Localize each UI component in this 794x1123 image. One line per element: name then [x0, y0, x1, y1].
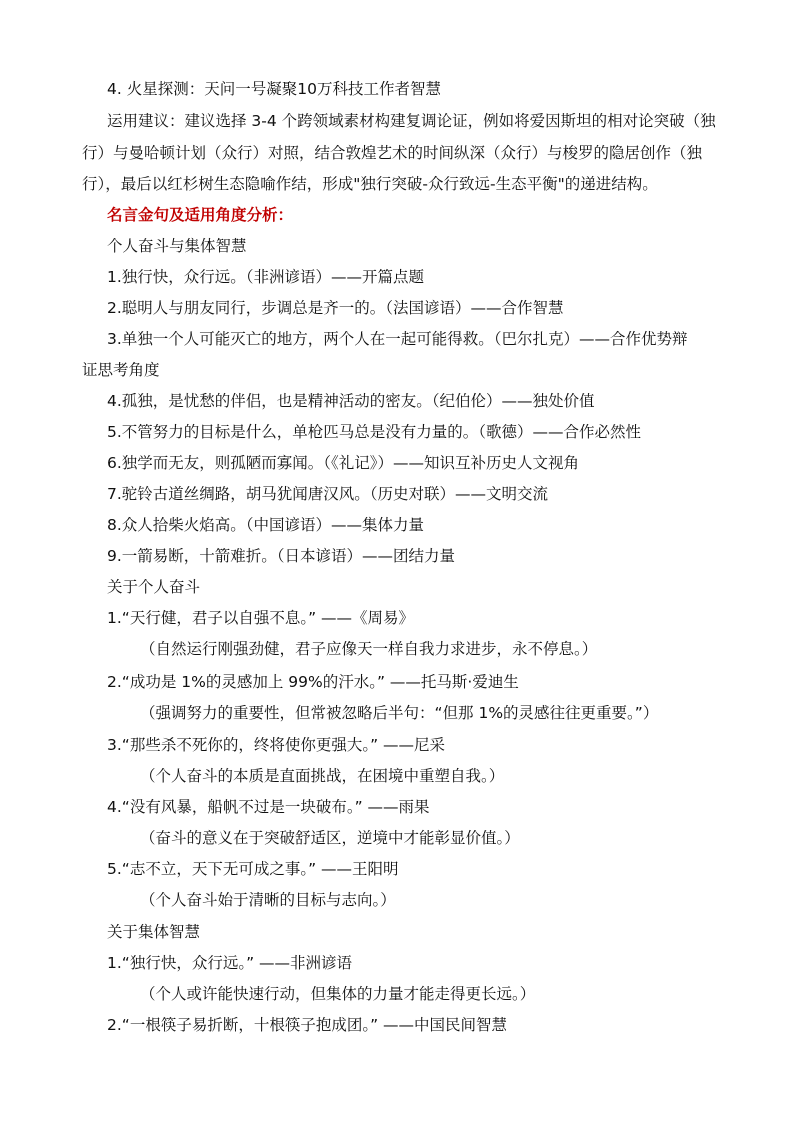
quote-note: （强调努力的重要性，但常被忽略后半句：“但那 1%的灵感往往更重要。”） — [140, 704, 659, 722]
list-item: 9.一箭易断，十箭难折。（日本谚语）——团结力量 — [107, 547, 456, 565]
quote-line: 3.“那些杀不死你的，终将使你更强大。” ——尼采 — [107, 736, 446, 754]
quote-note: （奋斗的意义在于突破舒适区，逆境中才能彰显价值。） — [140, 829, 520, 847]
quote-note: （自然运行刚强劲健，君子应像天一样自我力求进步，永不停息。） — [140, 640, 598, 658]
advice-line-2: 行）与曼哈顿计划（众行）对照，结合敦煌艺术的时间纵深（众行）与梭罗的隐居创作（独 — [82, 144, 703, 162]
group2-title: 关于个人奋斗 — [107, 578, 201, 596]
list-item: 6.独学而无友，则孤陋而寡闻。（《礼记》）——知识互补历史人文视角 — [107, 454, 580, 472]
list-item: 2.聪明人与朋友同行，步调总是齐一的。（法国谚语）——合作智慧 — [107, 299, 564, 317]
list-item: 7.驼铃古道丝绸路，胡马犹闻唐汉风。（历史对联）——文明交流 — [107, 485, 549, 503]
mars-title: 4. 火星探测：天问一号凝聚10万科技工作者智慧 — [107, 80, 441, 98]
quote-note: （个人奋斗始于清晰的目标与志向。） — [140, 891, 396, 909]
quote-line: 5.“志不立，天下无可成之事。” ——王阳明 — [107, 860, 399, 878]
quote-line: 1.“独行快，众行远。” ——非洲谚语 — [107, 954, 353, 972]
quote-line: 2.“成功是 1%的灵感加上 99%的汗水。” ——托马斯·爱迪生 — [107, 673, 519, 691]
advice-line-1: 运用建议：建议选择 3-4 个跨领域素材构建复调论证，例如将爱因斯坦的相对论突破（独 — [107, 112, 716, 130]
group3-title: 关于集体智慧 — [107, 923, 201, 941]
quote-line: 1.“天行健，君子以自强不息。” ——《周易》 — [107, 609, 415, 627]
list-item: 3.单独一个人可能灭亡的地方，两个人在一起可能得救。（巴尔扎克）——合作优势辩 — [107, 330, 688, 348]
quote-line: 2.“一根筷子易折断，十根筷子抱成团。” ——中国民间智慧 — [107, 1016, 508, 1034]
list-item-continued: 证思考角度 — [82, 361, 160, 379]
quote-note: （个人奋斗的本质是直面挑战，在困境中重塑自我。） — [140, 767, 505, 785]
list-item: 5.不管努力的目标是什么，单枪匹马总是没有力量的。（歌德）——合作必然性 — [107, 423, 642, 441]
quote-line: 4.“没有风暴，船帆不过是一块破布。” ——雨果 — [107, 798, 430, 816]
quotes-heading: 名言金句及适用角度分析： — [107, 206, 294, 224]
list-item: 8.众人拾柴火焰高。（中国谚语）——集体力量 — [107, 516, 425, 534]
quote-note: （个人或许能快速行动，但集体的力量才能走得更长远。） — [140, 985, 536, 1003]
advice-line-3: 行），最后以红杉树生态隐喻作结，形成"独行突破-众行致远-生态平衡"的递进结构。 — [82, 175, 658, 193]
list-item: 4.孤独，是忧愁的伴侣，也是精神活动的密友。（纪伯伦）——独处价值 — [107, 392, 595, 410]
group1-title: 个人奋斗与集体智慧 — [107, 237, 247, 255]
list-item: 1.独行快，众行远。（非洲谚语）——开篇点题 — [107, 268, 425, 286]
